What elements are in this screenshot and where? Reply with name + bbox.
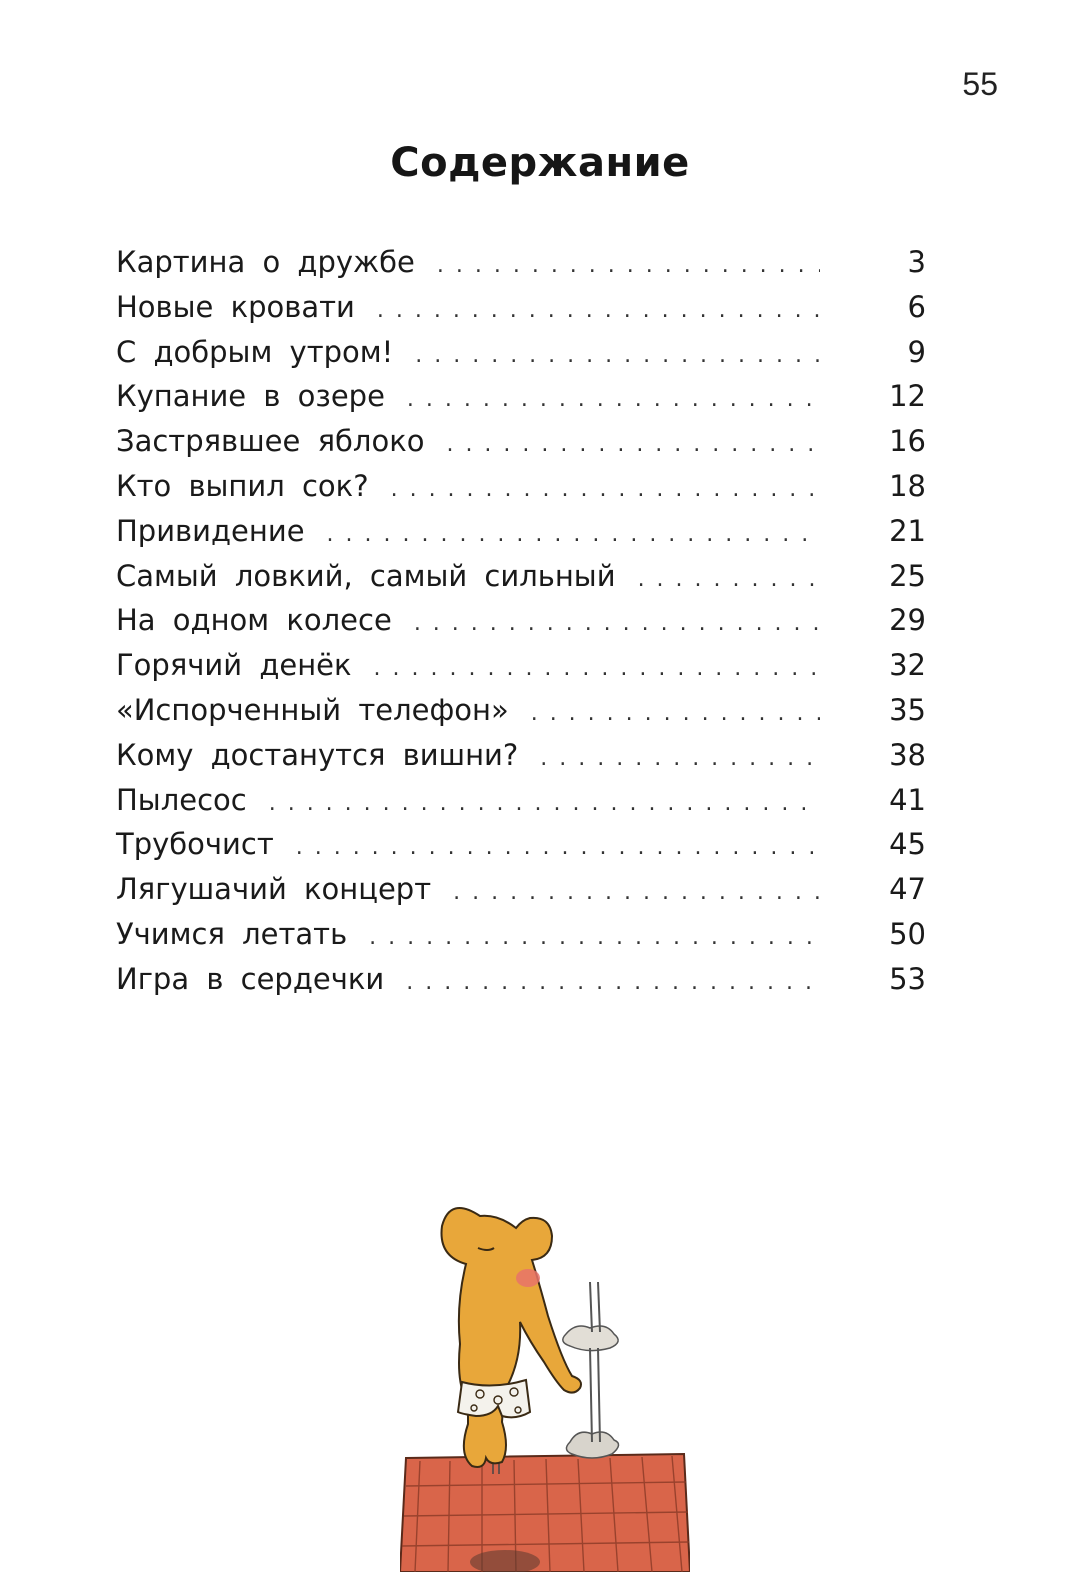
toc-entry[interactable] xyxy=(116,514,926,559)
toc-entry-title: Новые кровати xyxy=(116,289,355,324)
toc-entry-title: Пылесос xyxy=(116,782,247,817)
toc-entry[interactable] xyxy=(116,603,926,648)
bear-body xyxy=(442,1208,582,1467)
toc-entry[interactable] xyxy=(116,335,926,380)
dot-leader xyxy=(453,880,820,905)
toc-entry-title: Самый ловкий, самый сильный xyxy=(116,558,616,593)
toc-entry[interactable] xyxy=(116,827,926,872)
dot-leader xyxy=(269,791,820,816)
toc-entry[interactable] xyxy=(116,917,926,962)
toc-entry-title: Привидение xyxy=(116,513,305,548)
page-title: Содержание xyxy=(390,140,690,186)
toc-entry-page: 35 xyxy=(889,692,926,727)
dot-leader xyxy=(377,298,820,323)
toc-entry-page: 6 xyxy=(907,289,926,324)
dot-leader xyxy=(327,522,820,547)
toc-entry[interactable] xyxy=(116,559,926,604)
dot-leader xyxy=(391,477,820,502)
toc-entry-page: 45 xyxy=(889,827,926,862)
toc-entry[interactable] xyxy=(116,290,926,335)
dot-leader xyxy=(407,387,820,412)
toc-entry[interactable] xyxy=(116,783,926,828)
toc-entry-page: 29 xyxy=(889,603,926,638)
toc-entry-page: 21 xyxy=(889,513,926,548)
toc-entry-page: 47 xyxy=(889,872,926,907)
dot-leader xyxy=(540,746,820,771)
toc-entry-page: 25 xyxy=(889,558,926,593)
dot-leader xyxy=(437,253,820,278)
bear-illustration xyxy=(400,1186,690,1572)
toc-entry-page: 41 xyxy=(889,782,926,817)
dot-leader xyxy=(531,701,820,726)
toc-entry-title: Горячий денёк xyxy=(116,648,352,683)
toc-entry-page: 12 xyxy=(889,379,926,414)
toc-entry[interactable] xyxy=(116,245,926,290)
dot-leader xyxy=(638,567,820,592)
toc-entry-title: Купание в озере xyxy=(116,379,385,414)
toc-entry-title: Застрявшее яблоко xyxy=(116,424,425,459)
toc-entry-page: 38 xyxy=(889,737,926,772)
toc-entry[interactable] xyxy=(116,693,926,738)
page-number: 55 xyxy=(962,66,998,102)
dot-leader xyxy=(415,343,820,368)
toc-entry[interactable] xyxy=(116,872,926,917)
toc-entry-page: 9 xyxy=(907,334,926,369)
toc-entry[interactable] xyxy=(116,379,926,424)
toc-entry-page: 3 xyxy=(907,245,926,279)
toc-entry[interactable] xyxy=(116,738,926,783)
toc-entry-title: Трубочист xyxy=(116,827,274,862)
toc-entry-title: Кому достанутся вишни? xyxy=(116,737,519,772)
toc-entry-title: Учимся летать xyxy=(116,916,348,951)
toc-entry-title: Игра в сердечки xyxy=(116,961,385,996)
dot-leader xyxy=(446,432,820,457)
dot-leader xyxy=(406,970,820,995)
toc-entry-page: 53 xyxy=(889,961,926,996)
toc-entry-title: «Испорченный телефон» xyxy=(116,692,509,727)
toc-entry-page: 18 xyxy=(889,468,926,503)
toc-entry-title: Лягушачий концерт xyxy=(116,872,432,907)
table-of-contents xyxy=(116,245,926,1007)
toc-entry[interactable] xyxy=(116,962,926,1007)
toc-entry[interactable] xyxy=(116,648,926,693)
toc-entry[interactable] xyxy=(116,469,926,514)
dot-leader xyxy=(296,835,820,860)
toc-entry-title: На одном колесе xyxy=(116,603,392,638)
toc-entry-page: 32 xyxy=(889,648,926,683)
toc-entry-title: С добрым утром! xyxy=(116,334,394,369)
dot-leader xyxy=(374,656,820,681)
dot-leader xyxy=(369,925,820,950)
toc-entry-page: 50 xyxy=(889,916,926,951)
toc-entry[interactable] xyxy=(116,424,926,469)
toc-entry-page: 16 xyxy=(889,424,926,459)
toc-entry-title: Картина о дружбе xyxy=(116,245,415,279)
dot-leader xyxy=(414,611,820,636)
toc-entry-title: Кто выпил сок? xyxy=(116,468,369,503)
